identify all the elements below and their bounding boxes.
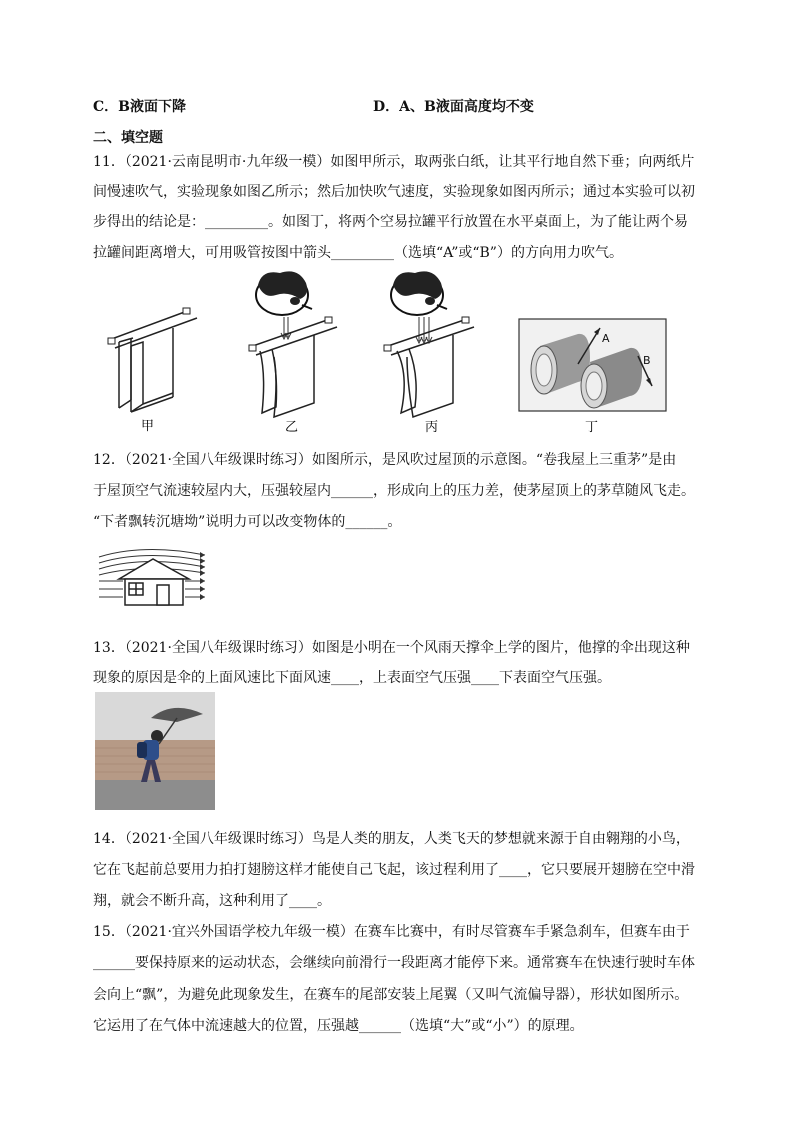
q15-line-4: 它运用了在气体中流速越大的位置，压强越______（选填“大”或“小”）的原理。: [93, 1018, 584, 1034]
q14-line-2: 它在飞起前总要用力拍打翅膀这样才能使自己飞起，该过程利用了____，它只要展开翅膀在空中滑: [93, 862, 695, 878]
q11-line-1: 11．（2021·云南昆明市·九年级一模）如图甲所示，取两张白纸，让其平行地自然下垂；向两纸片: [93, 154, 695, 170]
caption-ding: 丁: [585, 420, 599, 435]
option-d: D．A、B液面高度均不变: [373, 99, 534, 115]
q11-line-3: 步得出的结论是：_________。如图丁，将两个空易拉罐平行放置在水平桌面上，为了能让两个易: [93, 214, 688, 230]
umbrella-photo: [95, 692, 215, 810]
caption-bing: 丙: [425, 420, 439, 435]
q12-line-1: 12．（2021·全国八年级课时练习）如图所示，是风吹过屋顶的示意图。“卷我屋上三重茅”是由: [93, 452, 677, 468]
house-icon: [119, 559, 189, 605]
q14-line-1: 14．（2021·全国八年级课时练习）鸟是人类的朋友，人类飞天的梦想就来源于自由翱翔的小鸟，: [93, 831, 690, 847]
q11-line-2: 间慢速吹气，实验现象如图乙所示；然后加快吹气速度，实验现象如图丙所示；通过本实验可以初: [93, 184, 695, 200]
q12-line-2: 于屋顶空气流速较屋内大，压强较屋内______，形成向上的压力差，使茅屋顶上的茅草随风飞走。: [93, 483, 695, 499]
blowing-face-icon: [391, 271, 447, 315]
section-heading: 二、填空题: [93, 130, 163, 146]
q15-line-1: 15．（2021·宜兴外国语学校九年级一模）在赛车比赛中，有时尽管赛车手紧急刹车，但赛车由于: [93, 924, 690, 940]
house-wind-diagram: [95, 545, 215, 607]
q13-line-1: 13．（2021·全国八年级课时练习）如图是小明在一个风雨天撑伞上学的图片，他撑的伞出现这种: [93, 640, 690, 656]
q15-line-2: ______要保持原来的运动状态，会继续向前滑行一段距离才能停下来。通常赛车在快速行驶时车体: [93, 955, 695, 971]
caption-jia: 甲: [141, 419, 155, 434]
q15-line-3: 会向上“飘”，为避免此现象发生，在赛车的尾部安装上尾翼（又叫气流偏导器），形状如图所示。: [93, 987, 689, 1003]
blowing-face-icon: [256, 271, 312, 315]
arrow-label-a: A: [602, 332, 610, 345]
caption-yi: 乙: [285, 420, 299, 435]
option-c: C．B液面下降: [93, 99, 186, 115]
q14-line-3: 翔，就会不断升高，这种利用了____。: [93, 893, 331, 909]
figure-bing: [375, 265, 485, 435]
q12-line-3: “下者飘转沉塘坳”说明力可以改变物体的______。: [93, 514, 402, 530]
figure-yi: [240, 265, 345, 435]
arrow-label-b: B: [643, 354, 651, 367]
q13-line-2: 现象的原因是伞的上面风速比下面风速____，上表面空气压强____下表面空气压强。: [93, 670, 611, 686]
figure-jia: [105, 300, 200, 435]
figure-ding: [518, 318, 668, 436]
q11-line-4: 拉罐间距离增大，可用吸管按图中箭头_________（选填“A”或“B”）的方向用力吹气。: [93, 245, 623, 261]
